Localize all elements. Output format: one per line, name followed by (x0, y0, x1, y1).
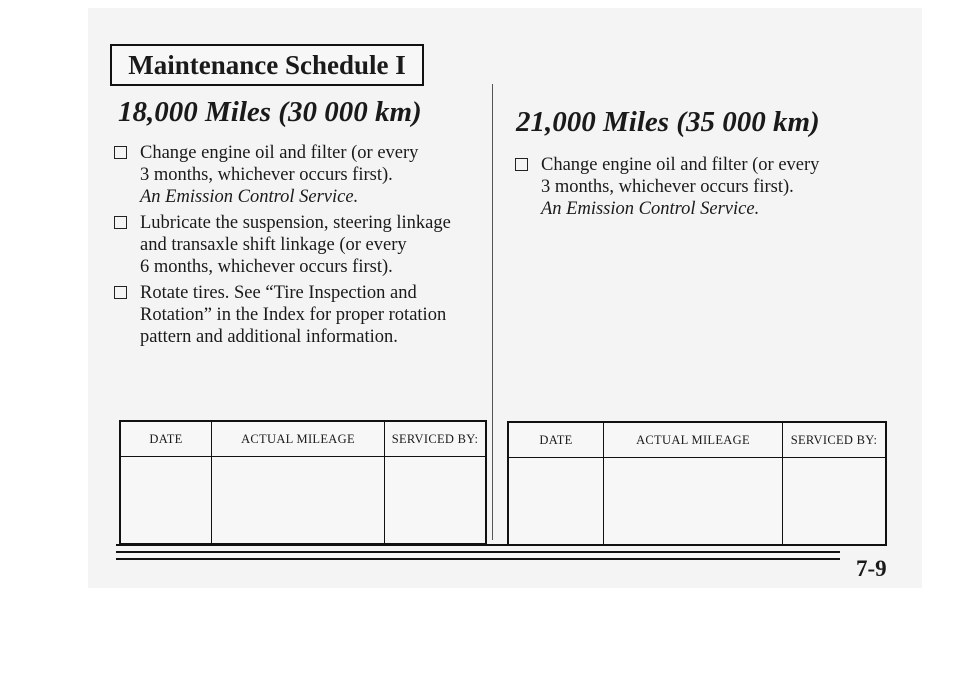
footer-rule-bottom (116, 558, 840, 560)
checkbox-icon[interactable] (114, 146, 127, 159)
date-header: DATE (120, 421, 212, 457)
right-column-heading: 21,000 Miles (35 000 km) (516, 106, 820, 138)
mileage-cell[interactable] (212, 457, 385, 545)
item-text: Change engine oil and filter (or every (541, 155, 820, 175)
item-text: pattern and additional information. (140, 327, 398, 347)
left-checklist (114, 142, 484, 352)
date-cell[interactable] (508, 458, 604, 546)
item-text: Rotation” in the Index for proper rotation (140, 305, 447, 325)
table-row (508, 458, 886, 546)
left-column-heading: 18,000 Miles (30 000 km) (118, 96, 422, 128)
date-cell[interactable] (120, 457, 212, 545)
checklist-item[interactable] (515, 154, 885, 220)
serviced-by-header: SERVICED BY: (385, 421, 487, 457)
table-header-row (508, 422, 886, 458)
checklist-item[interactable] (114, 212, 484, 278)
date-header: DATE (508, 422, 604, 458)
page-number: 7-9 (856, 556, 887, 581)
schedule-title: Maintenance Schedule I (128, 49, 406, 80)
table-header-row (120, 421, 486, 457)
right-checklist (515, 154, 885, 224)
item-text: Change engine oil and filter (or every (140, 143, 419, 163)
item-note: An Emission Control Service. (541, 199, 760, 219)
footer-rule-middle (116, 551, 840, 553)
checkbox-icon[interactable] (515, 158, 528, 171)
right-service-log-table (507, 421, 887, 546)
item-text: 3 months, whichever occurs first). (140, 165, 393, 185)
item-text: 6 months, whichever occurs first). (140, 257, 393, 277)
serviced-by-cell[interactable] (783, 458, 887, 546)
item-note: An Emission Control Service. (140, 187, 359, 207)
footer-rule-top (116, 544, 840, 546)
mileage-header: ACTUAL MILEAGE (212, 421, 385, 457)
item-text: Lubricate the suspension, steering linkage (140, 213, 451, 233)
item-text: and transaxle shift linkage (or every (140, 235, 407, 255)
table-row (120, 457, 486, 545)
item-text: Rotate tires. See “Tire Inspection and (140, 283, 417, 303)
checklist-item[interactable] (114, 142, 484, 208)
checkbox-icon[interactable] (114, 286, 127, 299)
serviced-by-header: SERVICED BY: (783, 422, 887, 458)
mileage-header: ACTUAL MILEAGE (604, 422, 783, 458)
column-divider (492, 84, 493, 540)
serviced-by-cell[interactable] (385, 457, 487, 545)
checkbox-icon[interactable] (114, 216, 127, 229)
left-service-log-table (119, 420, 487, 545)
schedule-title-box (110, 44, 424, 86)
mileage-cell[interactable] (604, 458, 783, 546)
item-text: 3 months, whichever occurs first). (541, 177, 794, 197)
checklist-item[interactable] (114, 282, 484, 348)
